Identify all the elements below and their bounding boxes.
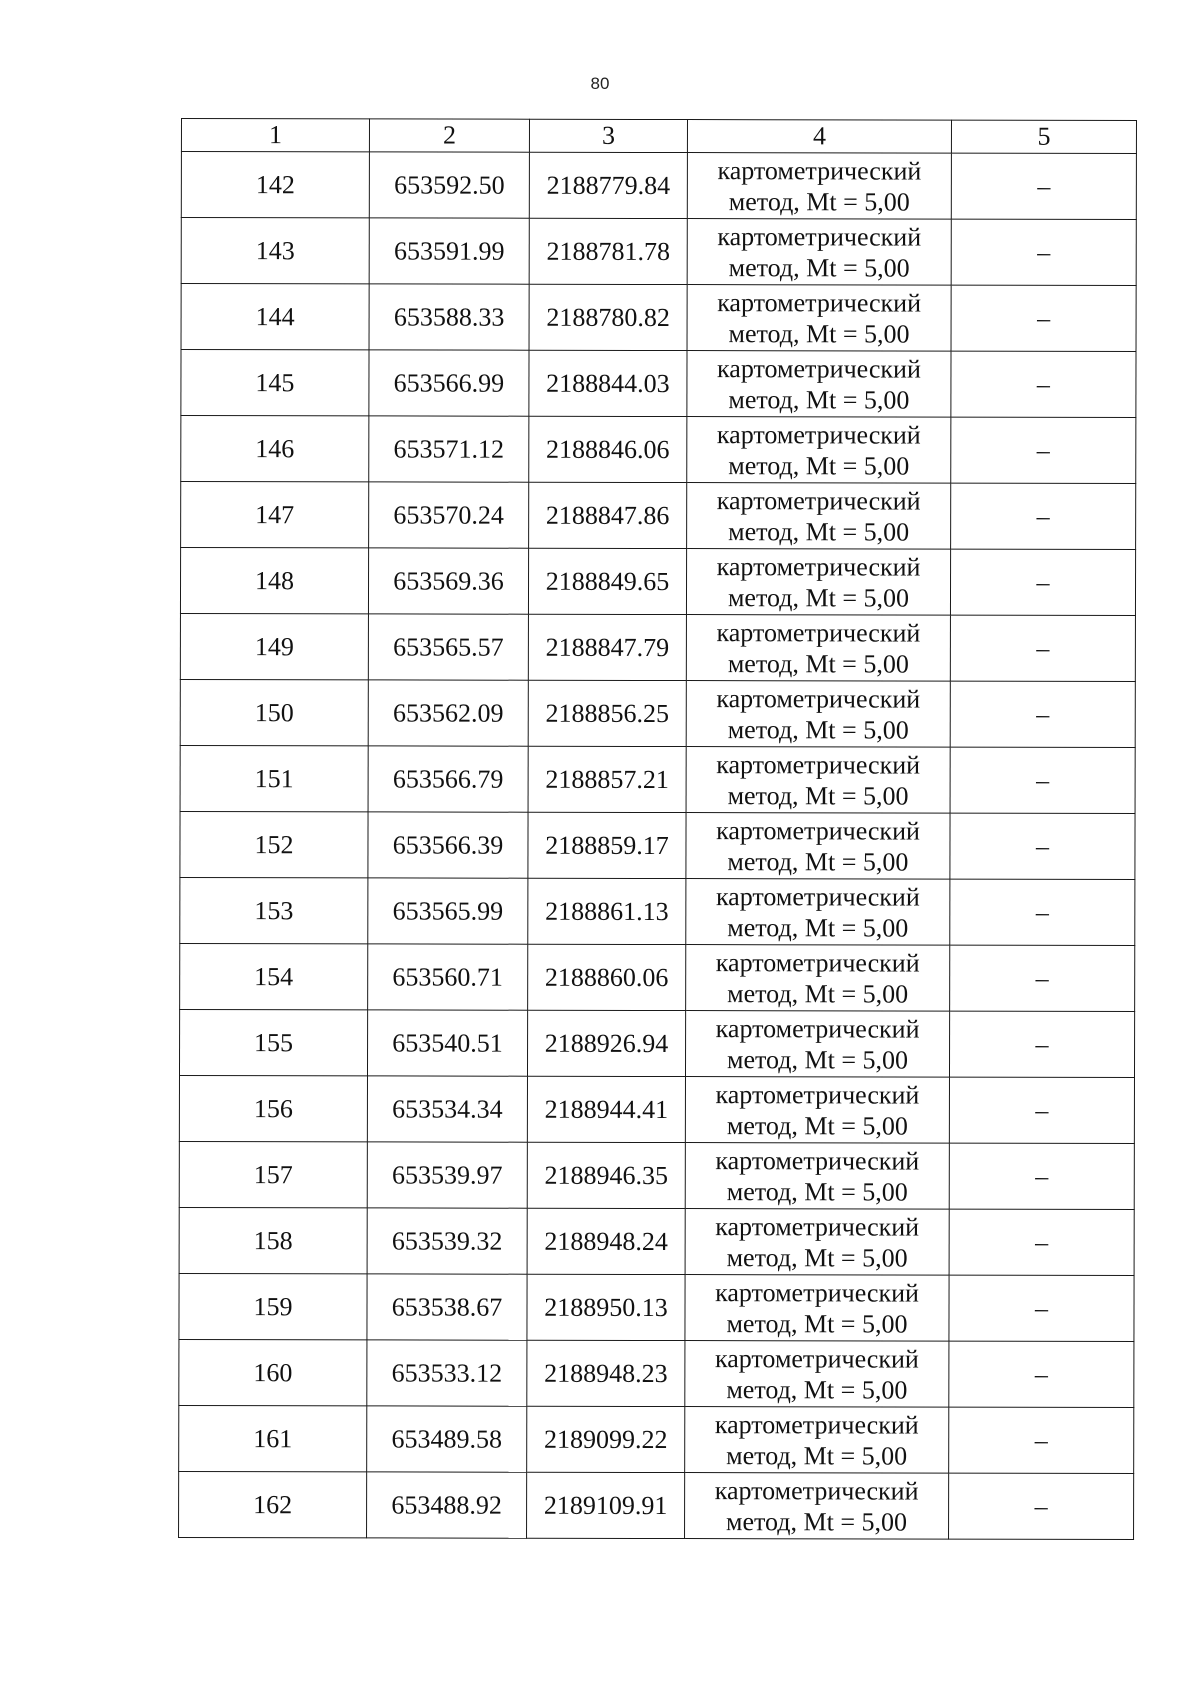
point-number-cell: 146 — [181, 416, 369, 482]
y-coordinate-cell: 2188950.13 — [527, 1274, 685, 1340]
point-number-cell: 159 — [179, 1273, 367, 1339]
y-coordinate-cell: 2189099.22 — [527, 1406, 685, 1472]
point-number-cell: 151 — [180, 745, 368, 811]
x-coordinate-cell: 653534.34 — [367, 1076, 527, 1142]
method-accuracy: метод, Mt = 5,00 — [726, 1242, 908, 1273]
method-cell — [687, 153, 951, 220]
method-name: картометрический — [715, 1277, 919, 1308]
method-cell — [685, 1209, 949, 1276]
table-row — [179, 1141, 1134, 1209]
table-row — [179, 1207, 1134, 1275]
method-cell — [685, 1143, 949, 1210]
method-cell — [685, 1473, 949, 1540]
method-accuracy: метод, Mt = 5,00 — [726, 1110, 908, 1141]
method-accuracy: метод, Mt = 5,00 — [727, 978, 909, 1009]
method-name: картометрический — [716, 749, 921, 780]
method-accuracy: метод, Mt = 5,00 — [728, 450, 910, 481]
header-col-3: 3 — [529, 119, 687, 152]
method-name: картометрический — [716, 485, 921, 516]
method-name: картометрический — [717, 221, 922, 252]
point-number-cell: 150 — [180, 679, 368, 745]
x-coordinate-cell: 653539.97 — [367, 1142, 527, 1208]
y-coordinate-cell: 2188944.41 — [527, 1076, 685, 1142]
x-coordinate-cell: 653570.24 — [369, 482, 529, 548]
method-cell — [685, 1407, 949, 1474]
method-cell — [685, 1077, 949, 1144]
method-name: картометрический — [714, 1409, 919, 1440]
method-cell — [685, 1011, 949, 1078]
header-col-4: 4 — [687, 120, 951, 154]
point-number-cell: 148 — [180, 548, 368, 614]
y-coordinate-cell: 2188860.06 — [528, 944, 686, 1010]
y-coordinate-cell: 2188779.84 — [529, 152, 687, 218]
method-accuracy: метод, Mt = 5,00 — [726, 1374, 908, 1405]
method-accuracy: метод, Mt = 5,00 — [727, 648, 909, 679]
method-accuracy: метод, Mt = 5,00 — [727, 714, 909, 745]
table-row — [181, 416, 1136, 484]
table-row — [181, 482, 1136, 550]
table-row — [179, 1009, 1134, 1077]
point-number-cell: 160 — [179, 1339, 367, 1405]
method-cell — [686, 879, 950, 946]
method-accuracy: метод, Mt = 5,00 — [728, 252, 910, 283]
y-coordinate-cell: 2188946.35 — [527, 1142, 685, 1208]
method-name: картометрический — [716, 419, 921, 450]
table-row — [180, 811, 1135, 879]
method-accuracy: метод, Mt = 5,00 — [726, 1044, 909, 1075]
x-coordinate-cell: 653566.79 — [368, 746, 528, 812]
method-accuracy: метод, Mt = 5,00 — [727, 846, 909, 877]
method-cell — [686, 681, 950, 748]
method-name: картометрический — [715, 1211, 920, 1242]
page-number: 80 — [590, 74, 610, 93]
note-cell: – — [949, 1143, 1134, 1209]
method-name: картометрический — [717, 287, 922, 318]
y-coordinate-cell: 2188857.21 — [528, 746, 686, 812]
method-name: картометрический — [716, 617, 921, 648]
x-coordinate-cell: 653588.33 — [369, 284, 529, 350]
point-number-cell: 143 — [181, 218, 369, 284]
method-accuracy: метод, Mt = 5,00 — [727, 582, 910, 613]
method-accuracy: метод, Mt = 5,00 — [728, 186, 910, 217]
note-cell: – — [951, 483, 1136, 549]
y-coordinate-cell: 2188780.82 — [529, 284, 687, 350]
x-coordinate-cell: 653533.12 — [367, 1340, 527, 1406]
header-col-5: 5 — [951, 120, 1136, 153]
method-accuracy: метод, Mt = 5,00 — [728, 384, 910, 415]
method-cell — [685, 1341, 949, 1408]
point-number-cell: 142 — [181, 152, 369, 218]
point-number-cell: 144 — [181, 284, 369, 350]
x-coordinate-cell: 653560.71 — [368, 944, 528, 1010]
method-name: картометрический — [714, 1475, 919, 1506]
y-coordinate-cell: 2188849.65 — [528, 548, 686, 614]
coordinates-table — [178, 118, 1137, 1540]
table-row — [180, 613, 1135, 681]
table-row — [179, 1339, 1134, 1407]
table-row — [180, 877, 1135, 945]
y-coordinate-cell: 2188781.78 — [529, 218, 687, 284]
note-cell: – — [951, 219, 1136, 285]
x-coordinate-cell: 653538.67 — [367, 1274, 527, 1340]
method-cell — [686, 747, 950, 814]
x-coordinate-cell: 653562.09 — [368, 680, 528, 746]
note-cell: – — [950, 813, 1135, 879]
note-cell: – — [951, 285, 1136, 351]
point-number-cell: 161 — [179, 1405, 367, 1471]
method-name: картометрический — [715, 1079, 920, 1110]
method-cell — [686, 615, 950, 682]
table-row — [181, 350, 1136, 418]
method-cell — [687, 285, 951, 352]
note-cell: – — [950, 615, 1135, 681]
point-number-cell: 153 — [180, 877, 368, 943]
method-cell — [686, 813, 950, 880]
x-coordinate-cell: 653569.36 — [368, 548, 528, 614]
header-col-2: 2 — [369, 119, 529, 152]
method-cell — [687, 417, 951, 484]
method-accuracy: метод, Mt = 5,00 — [728, 516, 910, 547]
note-cell: – — [951, 153, 1136, 219]
method-name: картометрический — [714, 1343, 919, 1374]
method-accuracy: метод, Mt = 5,00 — [728, 318, 910, 349]
table-row — [179, 1405, 1134, 1473]
table-row — [180, 679, 1135, 747]
note-cell: – — [949, 1473, 1134, 1539]
point-number-cell: 155 — [179, 1009, 367, 1075]
y-coordinate-cell: 2188846.06 — [529, 416, 687, 482]
x-coordinate-cell: 653539.32 — [367, 1208, 527, 1274]
point-number-cell: 154 — [180, 943, 368, 1009]
method-name: картометрический — [715, 1013, 920, 1044]
method-name: картометрический — [716, 815, 920, 846]
method-accuracy: метод, Mt = 5,00 — [727, 780, 909, 811]
method-cell — [687, 351, 951, 418]
note-cell: – — [950, 879, 1135, 945]
y-coordinate-cell: 2188847.79 — [528, 614, 686, 680]
y-coordinate-cell: 2188861.13 — [528, 878, 686, 944]
point-number-cell: 149 — [180, 613, 368, 679]
point-number-cell: 157 — [179, 1141, 367, 1207]
table-row — [181, 218, 1136, 286]
header-row — [181, 119, 1136, 154]
table-row — [179, 1075, 1134, 1143]
note-cell: – — [949, 1011, 1134, 1077]
method-accuracy: метод, Mt = 5,00 — [726, 1440, 908, 1471]
method-name: картометрический — [715, 881, 920, 912]
note-cell: – — [949, 1407, 1134, 1473]
x-coordinate-cell: 653488.92 — [367, 1472, 527, 1538]
note-cell: – — [949, 1209, 1134, 1275]
table-row — [180, 548, 1135, 616]
table-header — [181, 119, 1136, 154]
table-row — [179, 1471, 1134, 1539]
table-row — [179, 1273, 1134, 1341]
x-coordinate-cell: 653565.57 — [368, 614, 528, 680]
point-number-cell: 145 — [181, 350, 369, 416]
table-row — [180, 745, 1135, 813]
method-cell — [687, 219, 951, 286]
point-number-cell: 158 — [179, 1207, 367, 1273]
method-name: картометрический — [716, 683, 921, 714]
method-name: картометрический — [715, 1145, 920, 1176]
x-coordinate-cell: 653489.58 — [367, 1406, 527, 1472]
method-cell — [686, 945, 950, 1012]
method-name: картометрический — [716, 551, 921, 582]
y-coordinate-cell: 2188844.03 — [529, 350, 687, 416]
method-name: картометрический — [717, 155, 922, 186]
x-coordinate-cell: 653540.51 — [367, 1010, 527, 1076]
note-cell: – — [950, 945, 1135, 1011]
point-number-cell: 147 — [181, 482, 369, 548]
point-number-cell: 152 — [180, 811, 368, 877]
note-cell: – — [949, 1341, 1134, 1407]
x-coordinate-cell: 653565.99 — [368, 878, 528, 944]
note-cell: – — [949, 1077, 1134, 1143]
table-row — [181, 152, 1136, 220]
method-name: картометрический — [715, 947, 920, 978]
method-accuracy: метод, Mt = 5,00 — [727, 912, 909, 943]
method-cell — [687, 483, 951, 550]
x-coordinate-cell: 653592.50 — [369, 152, 529, 218]
x-coordinate-cell: 653571.12 — [369, 416, 529, 482]
x-coordinate-cell: 653566.99 — [369, 350, 529, 416]
note-cell: – — [951, 417, 1136, 483]
header-col-1: 1 — [181, 119, 369, 152]
method-name: картометрический — [717, 353, 921, 384]
method-accuracy: метод, Mt = 5,00 — [726, 1308, 908, 1339]
table-row — [181, 284, 1136, 352]
point-number-cell: 156 — [179, 1075, 367, 1141]
x-coordinate-cell: 653566.39 — [368, 812, 528, 878]
note-cell: – — [951, 351, 1136, 417]
point-number-cell: 162 — [179, 1471, 367, 1537]
note-cell: – — [950, 549, 1135, 615]
y-coordinate-cell: 2188859.17 — [528, 812, 686, 878]
method-accuracy: метод, Mt = 5,00 — [726, 1506, 908, 1537]
note-cell: – — [950, 747, 1135, 813]
table-row — [180, 943, 1135, 1011]
y-coordinate-cell: 2188926.94 — [527, 1010, 685, 1076]
y-coordinate-cell: 2188948.23 — [527, 1340, 685, 1406]
x-coordinate-cell: 653591.99 — [369, 218, 529, 284]
y-coordinate-cell: 2188856.25 — [528, 680, 686, 746]
method-cell — [685, 1275, 949, 1342]
y-coordinate-cell: 2189109.91 — [527, 1472, 685, 1538]
y-coordinate-cell: 2188948.24 — [527, 1208, 685, 1274]
method-accuracy: метод, Mt = 5,00 — [726, 1176, 908, 1207]
note-cell: – — [949, 1275, 1134, 1341]
method-cell — [686, 549, 950, 616]
note-cell: – — [950, 681, 1135, 747]
table-body — [179, 152, 1137, 1540]
y-coordinate-cell: 2188847.86 — [529, 482, 687, 548]
